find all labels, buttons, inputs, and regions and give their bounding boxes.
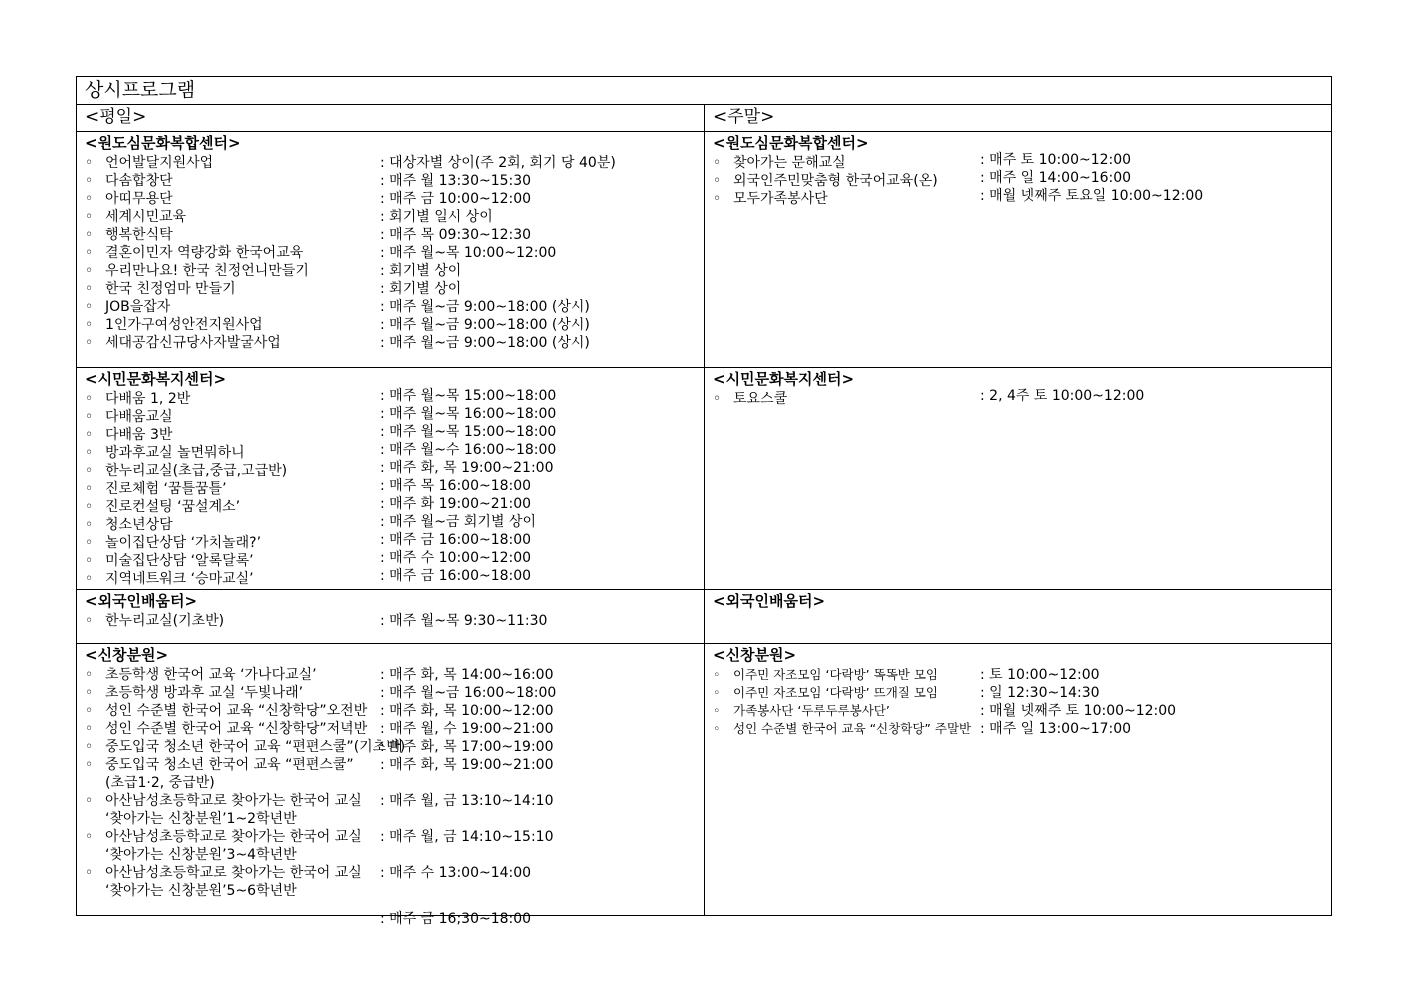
bullet-icon: ◦: [85, 517, 94, 533]
program-name: 아산남성초등학교로 찾아가는 한국어 교실: [105, 829, 362, 845]
weekday-section-wondosim: [85, 134, 700, 352]
program-schedule: : 회기별 일시 상이: [380, 209, 493, 225]
program-name-continued: ‘찾아가는 신창분원’3~4학년반: [105, 847, 297, 863]
list-item: [85, 390, 190, 408]
bullet-icon: ◦: [85, 535, 94, 551]
list-item: [85, 534, 261, 552]
program-schedule: : 2, 4주 토 10:00~12:00: [980, 388, 1145, 404]
list-item: [85, 570, 254, 588]
program-schedule: : 토 10:00~12:00: [980, 667, 1100, 683]
program-schedule: : 매주 월~목 15:00~18:00: [380, 424, 557, 440]
bullet-icon: ◦: [85, 409, 94, 425]
list-item: [85, 864, 362, 882]
program-name: 토요스쿨: [733, 391, 788, 407]
program-schedule: : 매주 월, 금 13:10~14:10: [380, 793, 554, 809]
list-item: [713, 190, 828, 208]
bullet-icon: ◦: [85, 335, 94, 351]
bullet-icon: ◦: [85, 499, 94, 515]
bullet-icon: ◦: [85, 463, 94, 479]
section-title: <신창분원>: [85, 646, 169, 664]
list-item: [85, 552, 254, 570]
bullet-icon: ◦: [85, 427, 94, 443]
program-schedule: : 매주 금 16:00~18:00: [380, 568, 532, 584]
program-name-continued: ‘찾아가는 신창분원’5~6학년반: [105, 883, 297, 899]
list-item: [85, 444, 245, 462]
program-schedule: : 매주 일 13:00~17:00: [980, 721, 1132, 737]
weekend-section-sinchang: [713, 646, 1323, 738]
program-schedule: : 매주 월~목 9:30~11:30: [380, 613, 548, 629]
bullet-icon: ◦: [85, 227, 94, 243]
program-name: 중도입국 청소년 한국어 교육 “편편스쿨”: [105, 757, 354, 773]
program-schedule: : 매주 목 09:30~12:30: [380, 227, 532, 243]
bullet-icon: ◦: [85, 391, 94, 407]
program-name: 1인가구여성안전지원사업: [105, 317, 263, 333]
section-title: <원도심문화복합센터>: [713, 134, 869, 152]
bullet-icon: ◦: [85, 739, 94, 755]
section-title: <외국인배움터>: [85, 592, 198, 610]
weekend-section-foreigner: [713, 592, 1323, 610]
program-name: 다배움 3반: [105, 427, 173, 443]
bullet-icon: ◦: [85, 263, 94, 279]
program-schedule: : 매주 화, 목 10:00~12:00: [380, 703, 554, 719]
section-title: <시민문화복지센터>: [713, 370, 855, 388]
list-item: [713, 720, 971, 738]
program-name: 한누리교실(기초반): [105, 613, 225, 629]
weekday-section-foreigner: [85, 592, 700, 630]
program-name: 초등학생 방과후 교실 ‘두빛나래’: [105, 685, 304, 701]
bullet-icon: ◦: [713, 173, 722, 189]
list-item: [85, 262, 309, 280]
bullet-icon: ◦: [85, 299, 94, 315]
list-item: [85, 462, 287, 480]
program-name: 세계시민교육: [105, 209, 187, 225]
bullet-icon: ◦: [713, 391, 722, 407]
program-name: 가족봉사단 ‘두루두루봉사단’: [733, 703, 890, 718]
list-item: [85, 408, 173, 426]
bullet-icon: ◦: [85, 721, 94, 737]
bullet-icon: ◦: [85, 209, 94, 225]
program-name: 지역네트워크 ‘승마교실’: [105, 571, 254, 587]
bullet-icon: ◦: [85, 829, 94, 845]
program-schedule: : 매주 월~목 15:00~18:00: [380, 388, 557, 404]
list-item: [85, 172, 173, 190]
bullet-icon: ◦: [85, 757, 94, 773]
list-item: [85, 208, 186, 226]
page-title: 상시프로그램: [85, 79, 196, 101]
bullet-icon: ◦: [85, 703, 94, 719]
list-item: [85, 334, 281, 352]
program-schedule: : 매주 일 14:00~16:00: [980, 170, 1132, 186]
program-name: 결혼이민자 역량강화 한국어교육: [105, 245, 304, 261]
bullet-icon: ◦: [85, 613, 94, 629]
list-item: [85, 226, 173, 244]
list-item: [85, 516, 173, 534]
program-schedule: : 회기별 상이: [380, 263, 462, 279]
program-schedule: : 매주 월, 금 14:10~15:10: [380, 829, 554, 845]
program-name: 언어발달지원사업: [105, 155, 214, 171]
program-schedule: : 매주 월~금 16:00~18:00: [380, 685, 557, 701]
list-item: [85, 684, 303, 702]
program-name: 아산남성초등학교로 찾아가는 한국어 교실: [105, 793, 362, 809]
bullet-icon: ◦: [85, 481, 94, 497]
list-item: [85, 316, 263, 334]
program-schedule: : 회기별 상이: [380, 281, 462, 297]
program-schedule: : 매주 월~목 16:00~18:00: [380, 406, 557, 422]
bullet-icon: ◦: [85, 667, 94, 683]
program-schedule: : 매주 수 10:00~12:00: [380, 550, 532, 566]
program-schedule: : 매주 토 10:00~12:00: [980, 152, 1132, 168]
weekend-section-simin: [713, 370, 1323, 408]
program-schedule: : 매주 화, 목 19:00~21:00: [380, 757, 554, 773]
program-schedule: : 매주 월~금 9:00~18:00 (상시): [380, 335, 590, 351]
weekday-section-simin: [85, 370, 700, 588]
program-name: 찾아가는 문해교실: [733, 155, 846, 171]
program-name: 이주민 자조모임 ‘다락방’ 똑똑반 모임: [733, 667, 938, 682]
list-item: [85, 480, 227, 498]
program-name: 모두가족봉사단: [733, 191, 828, 207]
list-item: [85, 190, 173, 208]
list-item: [713, 172, 938, 190]
program-name: 성인 수준별 한국어 교육 “신창학당” 주말반: [733, 721, 972, 736]
section-title: <원도심문화복합센터>: [85, 134, 241, 152]
program-schedule: : 일 12:30~14:30: [980, 685, 1100, 701]
bullet-icon: ◦: [85, 553, 94, 569]
program-name: 다솜합창단: [105, 173, 173, 189]
list-item: [85, 154, 213, 172]
program-name: 진로체험 ‘꿈틀꿈틀’: [105, 481, 227, 497]
program-schedule: : 매주 월~금 9:00~18:00 (상시): [380, 299, 590, 315]
list-item: [85, 280, 236, 298]
weekend-header: <주말>: [713, 107, 775, 127]
list-item: [713, 702, 890, 720]
program-name: 한누리교실(초급,중급,고급반): [105, 463, 288, 479]
bullet-icon: ◦: [713, 155, 722, 171]
program-schedule: : 매주 월~금 9:00~18:00 (상시): [380, 317, 590, 333]
program-schedule: : 매주 월 13:30~15:30: [380, 173, 532, 189]
bullet-icon: ◦: [85, 155, 94, 171]
program-name: 아산남성초등학교로 찾아가는 한국어 교실: [105, 865, 362, 881]
bullet-icon: ◦: [85, 317, 94, 333]
program-schedule: : 매월 넷째주 토요일 10:00~12:00: [980, 188, 1204, 204]
program-schedule: : 매주 월~수 16:00~18:00: [380, 442, 557, 458]
program-schedule: : 매주 금 16:00~18:00: [380, 532, 532, 548]
program-schedule: : 매월 넷째주 토 10:00~12:00: [980, 703, 1177, 719]
bullet-icon: ◦: [85, 281, 94, 297]
program-name: 행복한식탁: [105, 227, 173, 243]
weekend-section-wondosim: [713, 134, 1323, 208]
list-item: [713, 666, 938, 684]
program-name-continued: (초급1·2, 중급반): [105, 775, 215, 791]
bullet-icon: ◦: [85, 865, 94, 881]
program-name: 세대공감신규당사자발굴사업: [105, 335, 281, 351]
program-name: JOB을잡자: [105, 299, 171, 315]
list-item: [85, 612, 224, 630]
bullet-icon: ◦: [85, 173, 94, 189]
program-schedule: : 매주 금 16;30~18:00: [380, 911, 532, 927]
program-schedule: : 매주 월~금 회기별 상이: [380, 514, 536, 530]
program-name: 중도입국 청소년 한국어 교육 “편편스쿨”(기초반): [105, 739, 406, 755]
bullet-icon: ◦: [85, 571, 94, 587]
list-item: [713, 684, 938, 702]
program-schedule: : 매주 화, 목 17:00~19:00: [380, 739, 554, 755]
list-item: [85, 702, 367, 720]
list-item: [85, 756, 354, 774]
bullet-icon: ◦: [713, 721, 721, 736]
program-name: 다배움 1, 2반: [105, 391, 191, 407]
program-schedule: : 매주 목 16:00~18:00: [380, 478, 532, 494]
list-item: [713, 154, 846, 172]
bullet-icon: ◦: [85, 191, 94, 207]
section-title: <외국인배움터>: [713, 592, 826, 610]
program-schedule: : 매주 월, 수 19:00~21:00: [380, 721, 554, 737]
program-name: 우리만나요! 한국 친정언니만들기: [105, 263, 309, 279]
bullet-icon: ◦: [85, 245, 94, 261]
bullet-icon: ◦: [713, 703, 721, 718]
weekday-section-sinchang: [85, 646, 700, 928]
program-name: 미술집단상담 ‘알록달록’: [105, 553, 254, 569]
program-schedule: : 매주 월~목 10:00~12:00: [380, 245, 557, 261]
program-name: 성인 수준별 한국어 교육 “신창학당”저녁반: [105, 721, 368, 737]
list-item: [85, 426, 172, 444]
list-item: [85, 720, 367, 738]
program-schedule: : 매주 화, 목 19:00~21:00: [380, 460, 554, 476]
program-name: 성인 수준별 한국어 교육 “신창학당”오전반: [105, 703, 368, 719]
list-item: [85, 738, 405, 756]
section-title: <신창분원>: [713, 646, 797, 664]
program-schedule: : 대상자별 상이(주 2회, 회기 당 40분): [380, 155, 616, 171]
program-name: 놀이집단상담 ‘가치놀래?’: [105, 535, 262, 551]
bullet-icon: ◦: [713, 191, 722, 207]
list-item: [713, 390, 787, 408]
program-name: 진로컨설팅 ‘꿈설계소’: [105, 499, 241, 515]
program-schedule: : 매주 화, 목 14:00~16:00: [380, 667, 554, 683]
list-item: [85, 828, 362, 846]
bullet-icon: ◦: [85, 685, 94, 701]
bullet-icon: ◦: [713, 667, 721, 682]
list-item: [85, 244, 303, 262]
program-schedule: : 매주 금 10:00~12:00: [380, 191, 532, 207]
program-schedule: : 매주 수 13:00~14:00: [380, 865, 532, 881]
list-item: [85, 298, 170, 316]
column-divider: [704, 105, 705, 915]
bullet-icon: ◦: [85, 445, 94, 461]
program-name: 외국인주민맞춤형 한국어교육(온): [733, 173, 938, 189]
program-name: 이주민 자조모임 ‘다락방’ 뜨개질 모임: [733, 685, 938, 700]
bullet-icon: ◦: [85, 793, 94, 809]
program-name: 한국 친정엄마 만들기: [105, 281, 236, 297]
program-name: 아띠무용단: [105, 191, 173, 207]
program-name: 방과후교실 놀면뭐하니: [105, 445, 245, 461]
weekday-header: <평일>: [85, 107, 147, 127]
list-item: [85, 792, 362, 810]
program-name: 초등학생 한국어 교육 ‘가나다교실’: [105, 667, 317, 683]
program-schedule: : 매주 화 19:00~21:00: [380, 496, 532, 512]
program-name: 다배움교실: [105, 409, 173, 425]
bullet-icon: ◦: [713, 685, 721, 700]
section-title: <시민문화복지센터>: [85, 370, 227, 388]
list-item: [85, 498, 240, 516]
program-name-continued: ‘찾아가는 신창분원’1~2학년반: [105, 811, 297, 827]
list-item: [85, 666, 317, 684]
program-table: [76, 76, 1332, 927]
program-name: 청소년상담: [105, 517, 173, 533]
